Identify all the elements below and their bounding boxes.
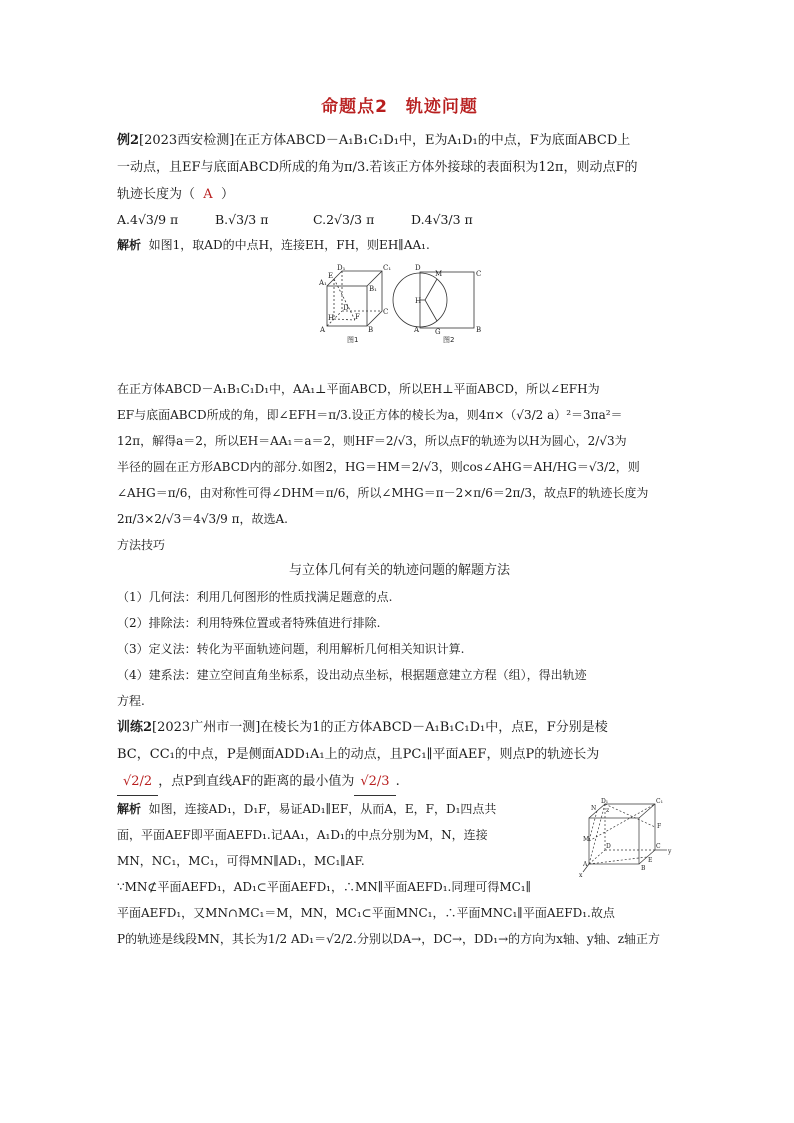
label3-z: z	[606, 807, 610, 814]
solution-line-4: 12π，解得a＝2，所以EH＝AA₁＝a＝2，则HF＝2/√3，所以点F的轨迹为以H为圆心，2/√3为	[117, 434, 627, 448]
example-line-3	[117, 181, 682, 208]
solution2-line-2: 面，平面AEF即平面AEFD₁.记AA₁，A₁D₁的中点分别为M，N，连接	[117, 828, 488, 842]
label3-n: N	[591, 805, 597, 812]
solution-2-block	[117, 796, 682, 952]
example-line-1	[117, 127, 682, 154]
method-subtitle: 与立体几何有关的轨迹问题的解题方法	[288, 563, 510, 578]
page	[117, 92, 682, 952]
label3-b: B	[641, 865, 646, 872]
solution-line-5: 半径的圆在正方形ABCD内的部分.如图2，HG＝HM＝2/√3，则cos∠AHG＝AH/HG＝√3/2，则	[117, 460, 640, 474]
label2-d: D	[415, 264, 421, 272]
solution-line-2: 在正方体ABCD－A₁B₁C₁D₁中，AA₁⊥平面ABCD，所以EH⊥平面ABCD，所以∠EFH为	[117, 382, 600, 396]
label-c: C	[383, 308, 389, 316]
section-title: 命题点2 轨迹问题	[321, 97, 478, 117]
figure-2-labels	[413, 264, 481, 344]
solution2-line-4: ∵MN⊄平面AEFD₁，AD₁⊂平面AEFD₁，∴MN∥平面AEFD₁.同理可得MC₁∥	[117, 880, 532, 894]
example-text-3-end: ）	[220, 187, 234, 202]
method-item-4-cont: 方程.	[117, 694, 145, 708]
label2-g: G	[435, 328, 441, 336]
label-d: D	[343, 304, 349, 312]
example-source: [2023西安检测]	[139, 133, 235, 148]
label-f: F	[355, 313, 360, 321]
solution2-line-6: P的轨迹是线段MN，其长为1/2 AD₁＝√2/2.分别以DA→，DC→，DD₁→的方向为x轴、y轴、z轴正方	[117, 932, 661, 946]
training-text-1: 在棱长为1的正方体ABCD－A₁B₁C₁D₁中，点E，F分别是棱	[260, 720, 608, 735]
label2-m: M	[435, 270, 443, 278]
solution-line-3: EF与底面ABCD所成的角，即∠EFH＝π/3.设正方体的棱长为a，则4π×（√3/2 a）²＝3πa²＝	[117, 408, 623, 422]
example-options	[117, 208, 682, 232]
cube-figure-3	[575, 798, 675, 878]
method-item-3: （3）定义法：转化为平面轨迹问题，利用解析几何相关知识计算.	[117, 642, 465, 656]
training-source: [2023广州市一测]	[152, 720, 261, 735]
label-e: E	[328, 272, 334, 280]
method-item-1: （1）几何法：利用几何图形的性质找满足题意的点.	[117, 590, 393, 604]
option-b: B.√3/3 π	[215, 212, 269, 227]
label2-a: A	[414, 326, 420, 334]
answer-blank-2: √2/3	[354, 768, 395, 796]
solution-line-1	[117, 232, 682, 258]
training-text-2: BC，CC₁的中点，P是侧面ADD₁A₁上的动点，且PC₁∥平面AEF，则点P的轨迹长为	[117, 747, 600, 762]
label3-f: F	[657, 823, 662, 830]
label3-x: x	[579, 872, 583, 878]
solution-label: 解析	[117, 238, 142, 252]
label3-y: y	[668, 848, 672, 855]
method-item-2: （2）排除法：利用特殊位置或者特殊值进行排除.	[117, 616, 381, 630]
label3-c: C	[656, 843, 661, 850]
label3-e: E	[648, 857, 653, 864]
training-line-3	[117, 768, 682, 796]
figure-2-caption: 图2	[443, 336, 455, 344]
option-a: A.4√3/9 π	[117, 212, 179, 227]
training-text-3: ，点P到直线AF的距离的最小值为	[158, 774, 355, 789]
label2-h: H	[415, 297, 422, 305]
figure-1-2	[317, 262, 487, 368]
option-d: D.4√3/3 π	[411, 212, 473, 227]
solution2-line-5: 平面AEFD₁，又MN∩MC₁＝M，MN，MC₁⊂平面MNC₁，∴平面MNC₁∥平面AEFD₁.故点	[117, 906, 615, 920]
example-line-2: 一动点，且EF与底面ABCD所成的角为π/3.若该正方体外接球的表面积为12π，则动点F的	[117, 160, 638, 175]
label3-d1: D₁	[601, 798, 609, 805]
solution2-label: 解析	[117, 802, 142, 816]
method-item-4: （4）建系法：建立空间直角坐标系，设出动点坐标，根据题意建立方程（组），得出轨迹	[117, 668, 587, 682]
method-heading: 方法技巧	[117, 538, 166, 552]
example-text-1: 在正方体ABCD－A₁B₁C₁D₁中，E为A₁D₁的中点，F为底面ABCD上	[234, 133, 631, 148]
label-h: H	[328, 314, 335, 322]
cube-figure-1-labels	[318, 264, 391, 344]
solution-line-7: 2π/3×2/√3＝4√3/9 π，故选A.	[117, 512, 288, 526]
label-d1: D₁	[337, 264, 346, 272]
label-b1: B₁	[369, 285, 377, 293]
option-c: C.2√3/3 π	[313, 212, 375, 227]
label-a: A	[320, 326, 326, 334]
label3-a: A	[583, 861, 588, 868]
label2-b: B	[476, 326, 482, 334]
example-answer: A	[203, 187, 213, 202]
solution-line-6: ∠AHG＝π/6，由对称性可得∠DHM＝π/6，所以∠MHG＝π－2×π/6＝2π/3，故点F的轨迹长度为	[117, 486, 649, 500]
label-c1: C₁	[383, 264, 392, 272]
solution2-line-1	[117, 796, 577, 822]
circle-figure-2	[393, 272, 474, 328]
training-text-3-end: .	[395, 774, 400, 789]
training-label: 训练2	[117, 720, 153, 735]
example-label: 例2	[117, 133, 140, 148]
answer-blank-1: √2/2	[117, 768, 158, 796]
solution-text-1: 如图1，取AD的中点H，连接EH，FH，则EH∥AA₁.	[148, 238, 430, 252]
label3-m: M	[583, 836, 590, 843]
solution2-text-1: 如图，连接AD₁，D₁F，易证AD₁∥EF，从而A，E，F，D₁四点共	[148, 802, 497, 816]
label2-c: C	[476, 270, 482, 278]
solution2-line-3: MN，NC₁，MC₁，可得MN∥AD₁，MC₁∥AF.	[117, 854, 365, 868]
training-line-2	[117, 741, 682, 768]
example-text-3: 轨迹长度为（	[117, 187, 196, 202]
training-line-1	[117, 714, 682, 741]
figures-row	[117, 262, 682, 370]
label3-d: D	[606, 843, 611, 850]
figure-1-caption: 图1	[347, 336, 359, 344]
label-b: B	[368, 326, 374, 334]
label-a1: A₁	[319, 279, 327, 287]
label3-c1: C₁	[656, 798, 663, 805]
